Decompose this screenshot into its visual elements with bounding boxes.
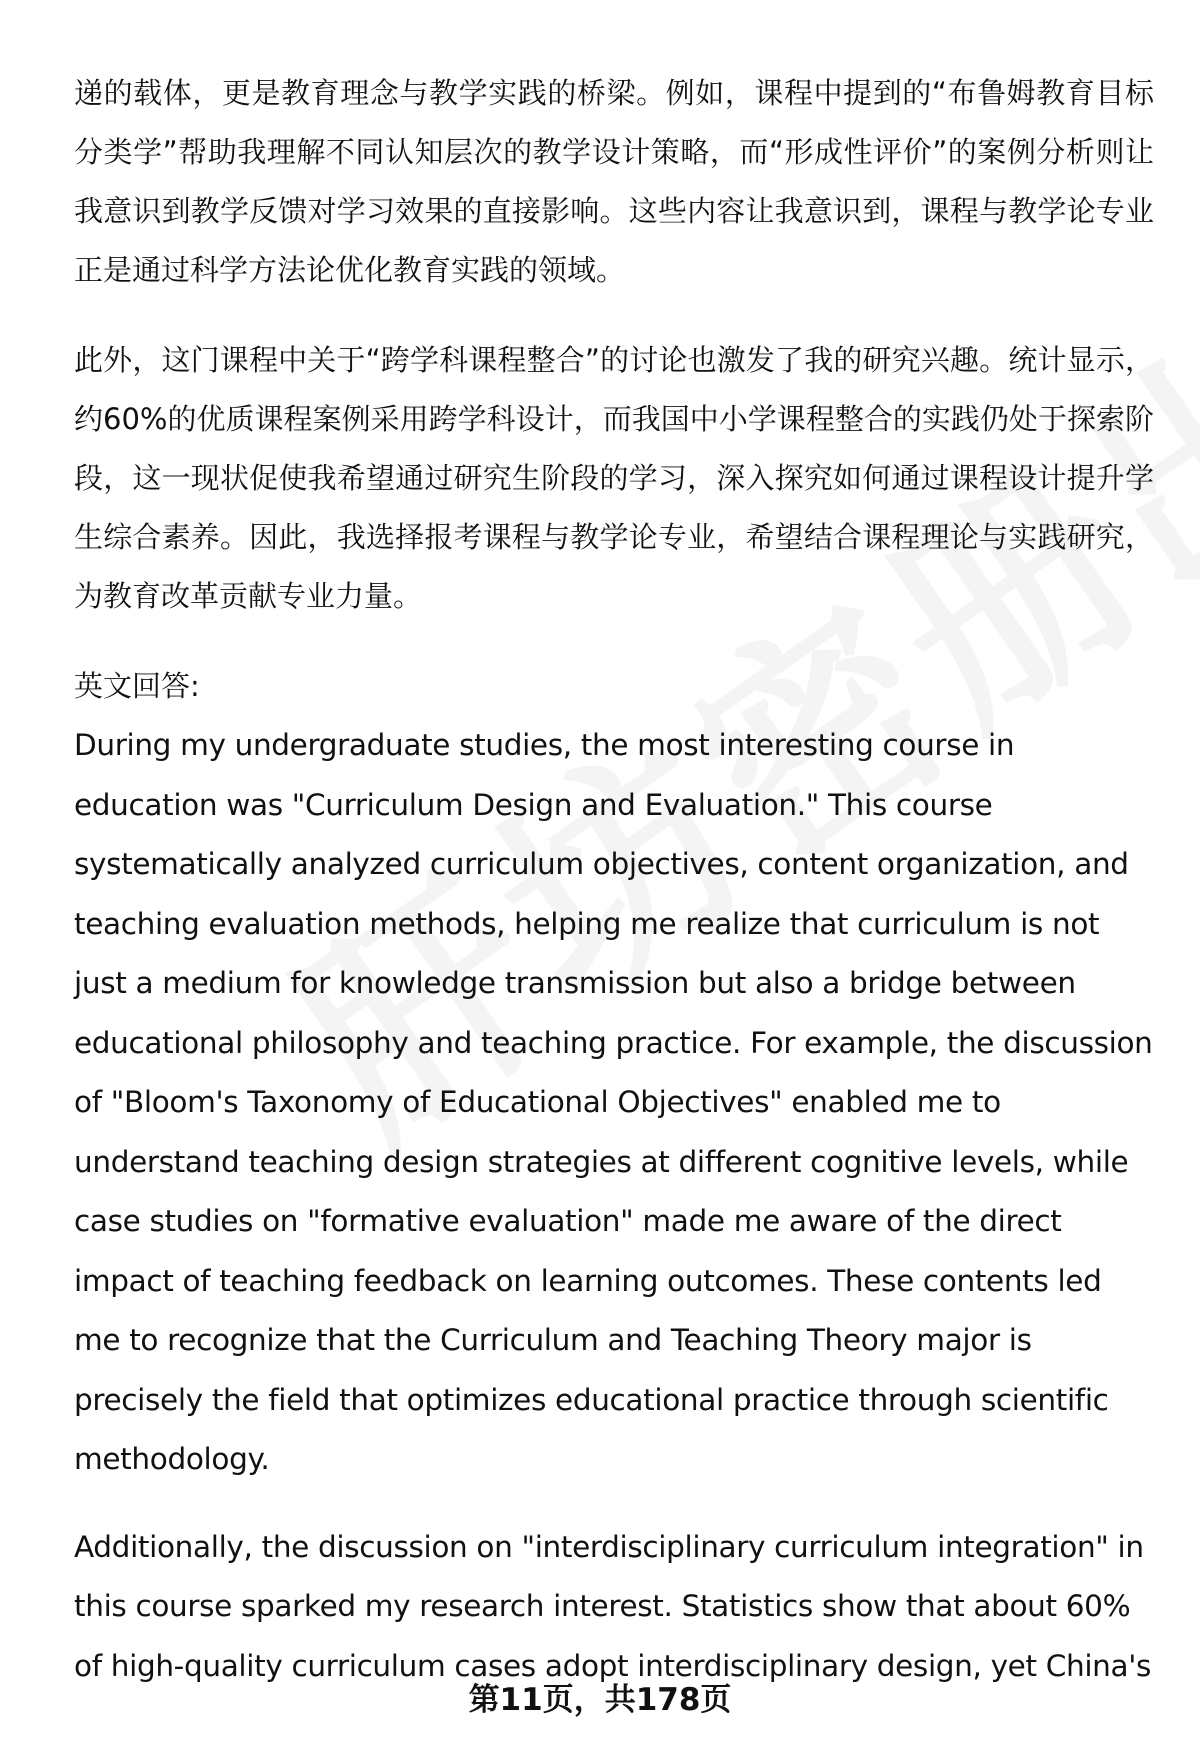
english-answer-label: 英文回答: (74, 669, 200, 703)
page-content (74, 64, 1154, 1724)
page-number: 第11页，共178页 (468, 1682, 732, 1718)
chinese-answer-paragraph-2: 此外，这门课程中关于“跨学科课程整合”的讨论也激发了我的研究兴趣。统计显示，约60%的优质课程案例采用跨学科设计，而我国中小学课程整合的实践仍处于探索阶段，这一现状促使我希望通过研究生阶段的学习，深入探究如何通过课程设计提升学生综合素养。因此，我选择报考课程与教学论专业，希望结合课程理论与实践研究，为教育改革贡献专业力量。 (74, 343, 1154, 613)
english-answer-paragraph-2: Additionally, the discussion on "interdisciplinary curriculum integration" in this course sparked my research interest. Statistics show that about 60% of high-quality curriculum cases adopt interdisciplinary design, yet China's (74, 1529, 1152, 1683)
chinese-answer-paragraph-1: 递的载体，更是教育理念与教学实践的桥梁。例如，课程中提到的“布鲁姆教育目标分类学”帮助我理解不同认知层次的教学设计策略，而“形成性评价”的案例分析则让我意识到教学反馈对学习效果的直接影响。这些内容让我意识到，课程与教学论专业正是通过科学方法论优化教育实践的领域。 (74, 76, 1154, 287)
english-answer-paragraph-1: During my undergraduate studies, the most interesting course in education was "Curriculum Design and Evaluation." This course systematically analyzed curriculum objectives, content organization, and teaching evaluation methods, helping me realize that curriculum is not just a medium for knowledge transmission but also a bridge between educational philosophy and teaching practice. For example, the discussion of "Bloom's Taxonomy of Educational Objectives" enabled me to understand teaching design strategies at different cognitive levels, while case studies on "formative evaluation" made me aware of the direct impact of teaching feedback on learning outcomes. These contents led me to recognize that the Curriculum and Teaching Theory major is precisely the field that optimizes educational practice through scientific methodology. (74, 728, 1153, 1476)
